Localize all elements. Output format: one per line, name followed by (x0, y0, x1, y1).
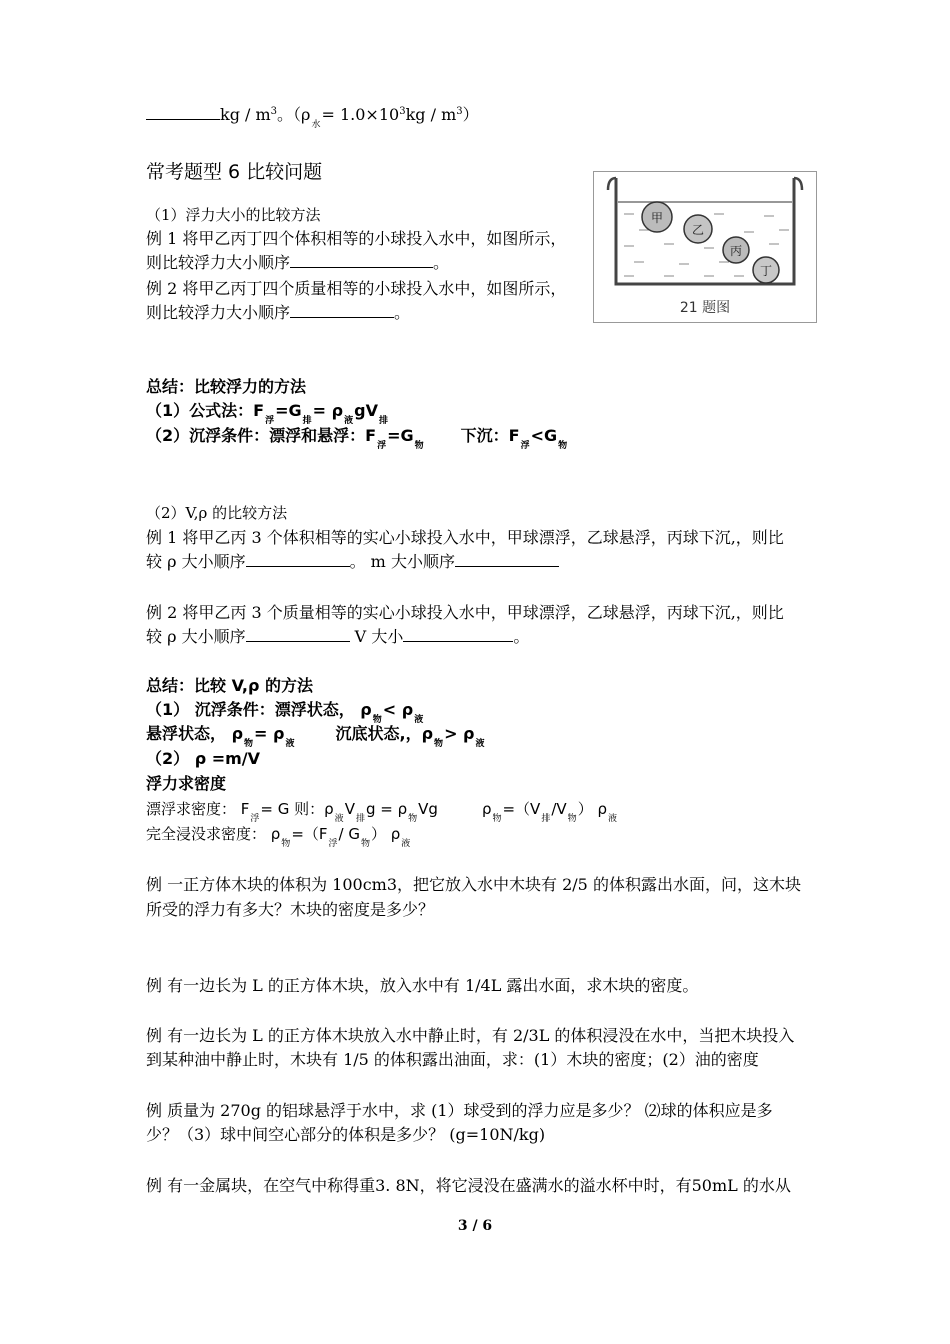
sec2-ex1-line1: 例 1 将甲乙丙 3 个体积相等的实心小球投入水中，甲球漂浮，乙球悬浮，丙球下沉,，则比 (146, 528, 784, 547)
example-4-line1: 例 质量为 270g 的铝球悬浮于水中，求 (1）球受到的浮力应是多少？ ⑵球的体积应是多 (146, 1101, 773, 1120)
figure-caption: 21 题图 (679, 300, 731, 316)
example-5: 例 有一金属块，在空气中称得重3. 8N，将它浸没在盛满水的溢水杯中时，有50mL 的水从 (146, 1176, 791, 1195)
submerged-density-line: 完全浸没求密度： $\rho_物=(F_浮/$ $G_物$） $\rho_液$ (146, 825, 411, 849)
ball-bing-label: 丙 (729, 244, 743, 258)
example-1-line1: 例 一正方体木块的体积为 100cm3，把它放入水中木块有 2/5 的体积露出水面，问，这木块 (146, 875, 801, 894)
ball-jia-label: 甲 (650, 211, 664, 225)
sec2-ex2-line2: 较 ρ 大小顺序 V 大小 。 (146, 627, 530, 646)
figure-21 (593, 171, 817, 323)
top-line: kg / $m^3$。$(\rho_水= 1.0\times 10^3kg / m^3)$ (146, 105, 479, 128)
summary1-line1: （1）公式法：$F_浮=G_排= \rho_液gV_排$ (146, 401, 388, 426)
example-3-line2: 到某种油中静止时，木块有 1/5 的体积露出油面，求：(1）木块的密度；(2）油的密度 (146, 1050, 759, 1069)
sec2-title: （2）V,ρ 的比较方法 (146, 504, 288, 522)
beaker-illustration (594, 172, 816, 322)
summary2-title: 总结：比较 V,ρ 的方法 (146, 676, 313, 695)
sec1-ex1-line2: 则比较浮力大小顺序 。 (146, 253, 450, 272)
summary2-line1: （1） 沉浮条件：漂浮状态， $\rho_物< \rho_液$ (146, 700, 424, 725)
summary2-line3: （2） ρ =m/V (146, 749, 261, 768)
sec1-ex1-line1: 例 1 将甲乙丙丁四个体积相等的小球投入水中，如图所示， (146, 229, 567, 248)
summary2-line2: 悬浮状态， $\rho_物= \rho_液$沉底状态,，$\rho_物> \rho_液$ (146, 724, 485, 749)
sec1-title: （1）浮力大小的比较方法 (146, 206, 321, 224)
answer-blank (146, 105, 220, 120)
ball-ding-label: 丁 (759, 264, 773, 278)
example-4-line2: 少？（3）球中间空心部分的体积是多少？ (g=10N/kg) (146, 1125, 546, 1144)
sec2-ex2-line1: 例 2 将甲乙丙 3 个质量相等的实心小球投入水中，甲球漂浮，乙球悬浮，丙球下沉,，则比 (146, 603, 784, 622)
summary1-title: 总结：比较浮力的方法 (146, 377, 307, 396)
example-2: 例 有一边长为 L 的正方体木块，放入水中有 1/4L 露出水面，求木块的密度。 (146, 976, 699, 995)
section-heading: 常考题型 6 比较问题 (146, 161, 323, 183)
page-number: 3 / 6 (457, 1218, 493, 1234)
summary1-line2: （2）沉浮条件：漂浮和悬浮：$F_浮=G_物$下沉：$F_浮<G_物$ (146, 426, 568, 451)
sec1-ex2-line2: 则比较浮力大小顺序 。 (146, 303, 411, 322)
sec1-ex2-line1: 例 2 将甲乙丙丁四个质量相等的小球投入水中，如图所示， (146, 279, 567, 298)
example-3-line1: 例 有一边长为 L 的正方体木块放入水中静止时，有 2/3L 的体积浸没在水中，当把木块投入 (146, 1026, 795, 1045)
floating-density-line: 漂浮求密度： $F_浮= G$ 则：$\rho_液V_排g = \rho_物Vg$ $\rho_物=(V_排/V_物)$ $\rho_液$ (146, 800, 617, 824)
example-1-line2: 所受的浮力有多大？木块的密度是多少？ (146, 900, 435, 919)
ball-yi-label: 乙 (691, 223, 705, 237)
sec2-ex1-line2: 较 ρ 大小顺序 。 m 大小顺序 (146, 552, 559, 572)
density-title: 浮力求密度 (146, 774, 227, 793)
